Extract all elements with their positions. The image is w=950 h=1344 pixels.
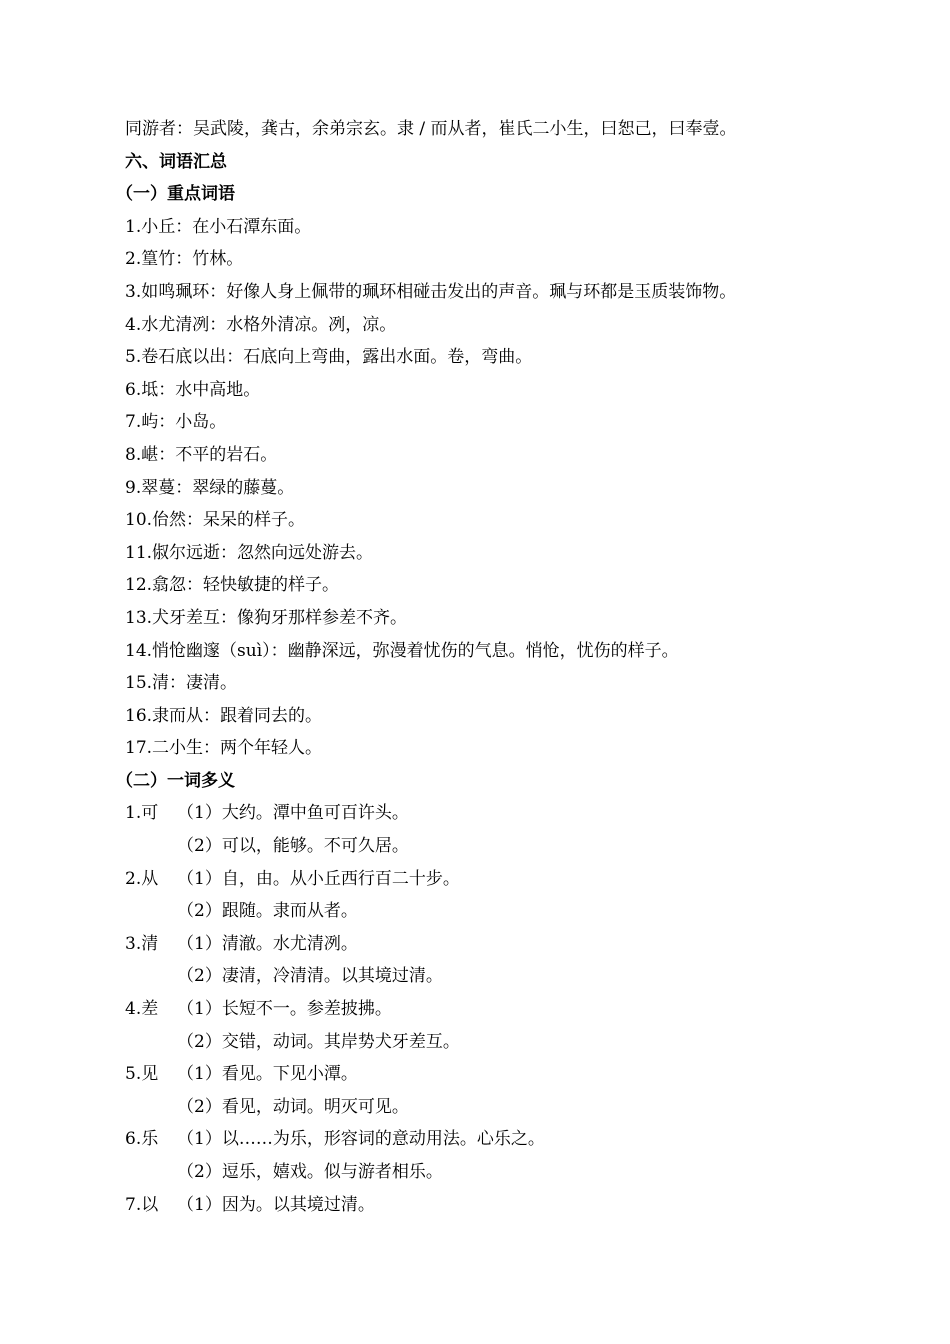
key-word-item: 14.悄怆幽邃（suì）：幽静深远，弥漫着忧伤的气息。悄怆，忧伤的样子。: [125, 640, 679, 661]
polysemy-term: 4.差: [125, 999, 159, 1020]
key-word-item: 9.翠蔓：翠绿的藤蔓。: [125, 477, 295, 498]
polysemy-sense: （1）看见。下见小潭。: [177, 1064, 358, 1085]
polysemy-term: 3.清: [125, 933, 159, 954]
polysemy-entry: [125, 993, 885, 1058]
key-word-item: 13.犬牙差互：像狗牙那样参差不齐。: [125, 607, 408, 628]
polysemy-term: 7.以: [125, 1194, 159, 1215]
polysemy-heading: （二）一词多义: [116, 770, 235, 791]
polysemy-sense: （1）自，由。从小丘西行百二十步。: [177, 868, 460, 889]
polysemy-entry: [125, 1189, 885, 1222]
polysemy-term: 1.可: [125, 803, 159, 824]
polysemy-sense: （1）清澈。水尤清冽。: [177, 933, 358, 954]
key-word-item: 7.屿：小岛。: [125, 412, 227, 433]
polysemy-term: 5.见: [125, 1064, 159, 1085]
polysemy-term: 2.从: [125, 868, 159, 889]
polysemy-sense: （2）可以，能够。不可久居。: [177, 836, 409, 857]
key-word-item: 4.水尤清冽：水格外清凉。冽，凉。: [125, 314, 397, 335]
document-content: [116, 113, 885, 1221]
key-word-item: 15.清：凄清。: [125, 673, 238, 694]
key-word-item: 10.佁然：呆呆的样子。: [125, 510, 306, 531]
key-word-item: 8.嵁：不平的岩石。: [125, 444, 278, 465]
key-word-item: 1.小丘：在小石潭东面。: [125, 216, 312, 237]
key-word-item: 16.隶而从：跟着同去的。: [125, 705, 323, 726]
key-word-item: 12.翕忽：轻快敏捷的样子。: [125, 575, 340, 596]
polysemy-sense: （1）以……为乐，形容词的意动用法。心乐之。: [177, 1129, 545, 1150]
polysemy-sense: （1）因为。以其境过清。: [177, 1194, 375, 1215]
key-word-item: 6.坻：水中高地。: [125, 379, 261, 400]
polysemy-entry: [125, 797, 885, 862]
polysemy-term: 6.乐: [125, 1129, 159, 1150]
polysemy-sense: （2）跟随。隶而从者。: [177, 901, 358, 922]
intro-line: 同游者：吴武陵，龚古，余弟宗玄。隶 / 而从者，崔氏二小生，曰恕己，曰奉壹。: [125, 119, 737, 139]
polysemy-entry: [125, 928, 885, 993]
key-word-item: 11.俶尔远逝：忽然向远处游去。: [125, 542, 374, 563]
polysemy-entry: [125, 863, 885, 928]
key-word-item: 5.卷石底以出：石底向上弯曲，露出水面。卷，弯曲。: [125, 347, 533, 368]
polysemy-entry: [125, 1123, 885, 1188]
key-word-item: 17.二小生：两个年轻人。: [125, 738, 323, 759]
polysemy-sense: （2）看见，动词。明灭可见。: [177, 1096, 409, 1117]
polysemy-sense: （1）长短不一。参差披拂。: [177, 999, 392, 1020]
key-word-item: 2.篁竹：竹林。: [125, 249, 244, 270]
key-word-item: 3.如鸣珮环：好像人身上佩带的珮环相碰击发出的声音。珮与环都是玉质装饰物。: [125, 281, 737, 302]
key-words-list: [125, 211, 885, 765]
polysemy-sense: （2）逗乐，嬉戏。似与游者相乐。: [177, 1162, 443, 1182]
polysemy-sense: （2）凄清，冷清清。以其境过清。: [177, 966, 443, 987]
polysemy-sense: （2）交错，动词。其岸势犬牙差互。: [177, 1031, 460, 1052]
polysemy-entry: [125, 1058, 885, 1123]
polysemy-sense: （1）大约。潭中鱼可百许头。: [177, 803, 409, 824]
key-words-heading: （一）重点词语: [116, 184, 235, 205]
polysemy-list: [125, 797, 885, 1221]
section-heading: 六、词语汇总: [125, 151, 227, 172]
